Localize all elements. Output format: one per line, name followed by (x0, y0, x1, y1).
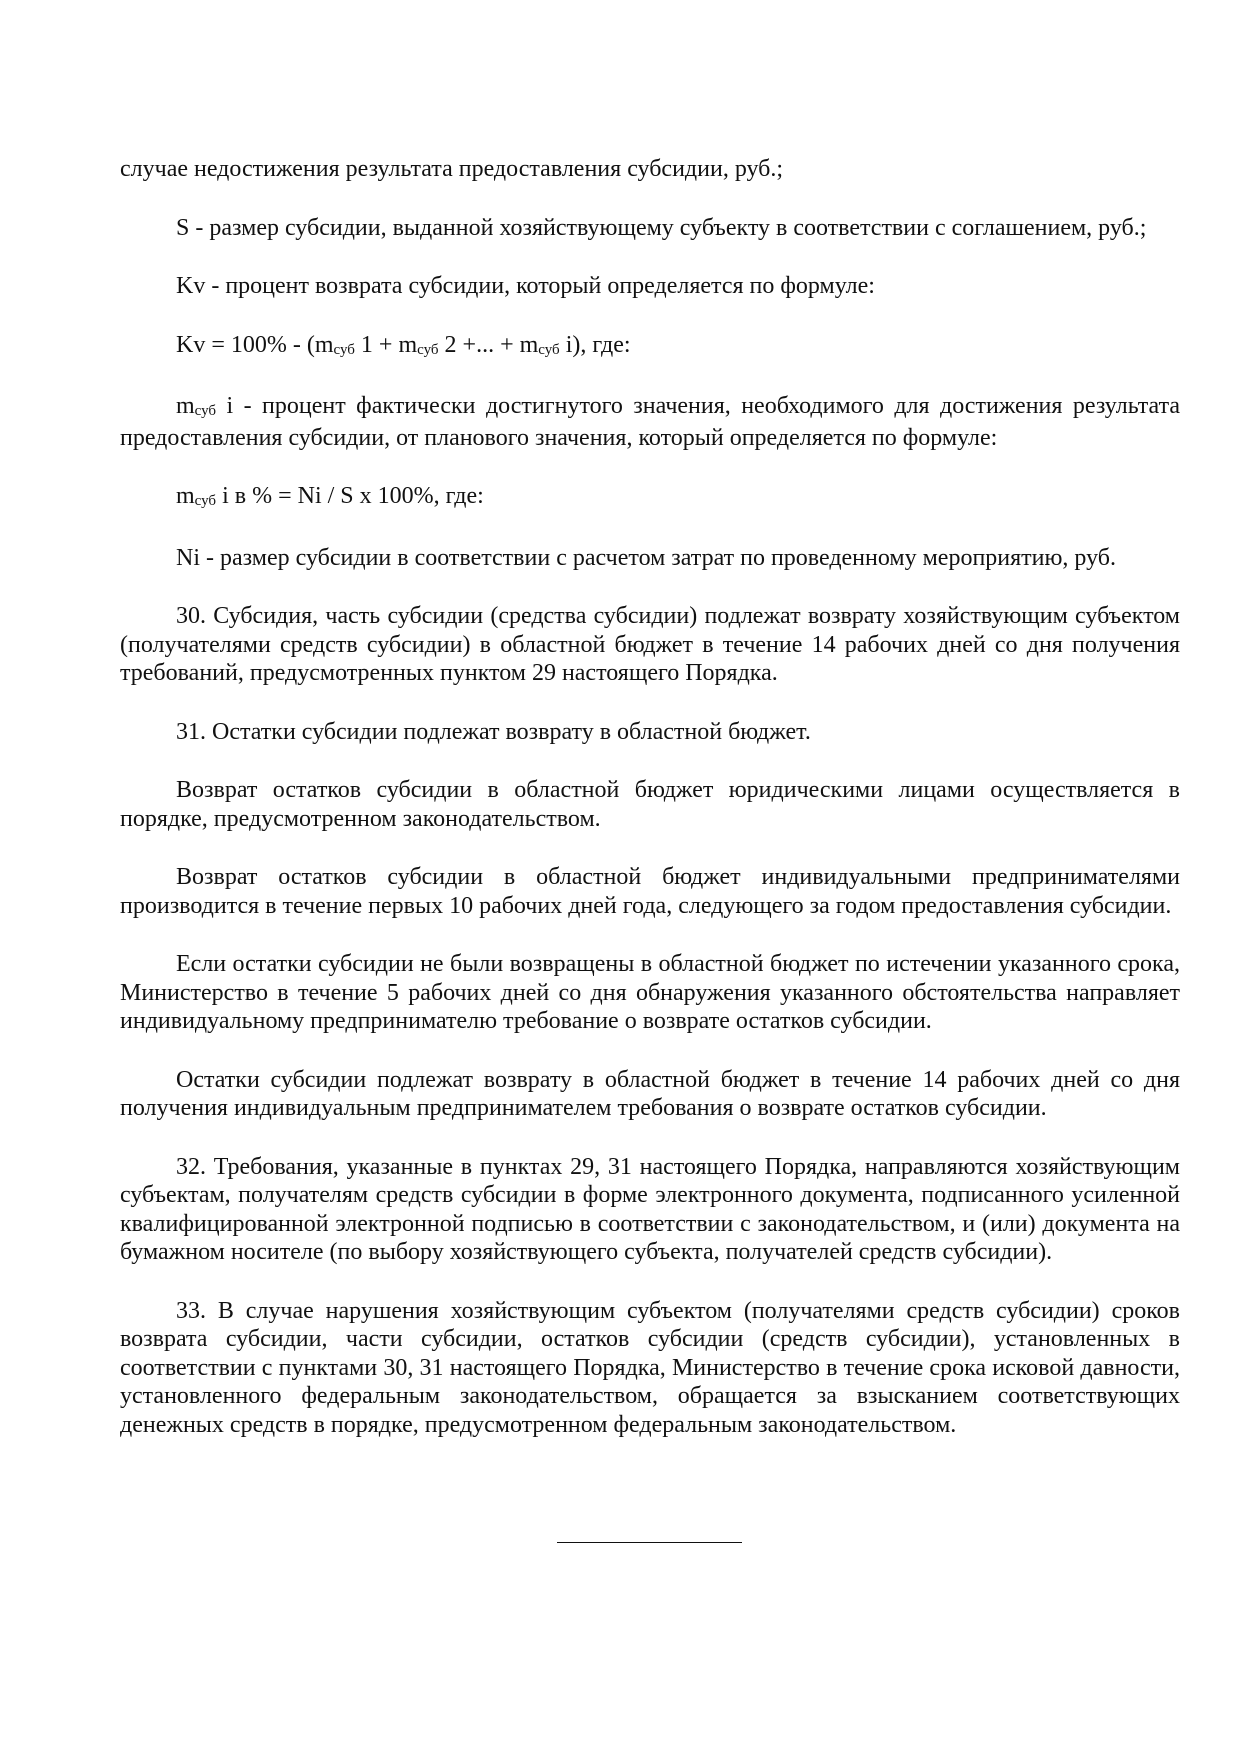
formula-text: i в % = Ni / S x 100%, где: (216, 483, 484, 509)
document-page (120, 155, 1180, 1469)
subscript: суб (194, 493, 217, 509)
paragraph-ni-definition: Ni - размер субсидии в соответствии с расчетом затрат по проведенному мероприятию, руб. (176, 544, 1117, 571)
formula-kv (120, 331, 1180, 363)
paragraph-31-deadline: Остатки субсидии подлежат возврату в областной бюджет в течение 14 рабочих дней со дня получения индивидуальным предпринимателем требования о возврате остатков субсидии. (120, 1066, 1180, 1121)
text: i - процент фактически достигнутого значения, необходимого для достижения результата предоставления субсидии, от планового значения, который определяется по формуле: (120, 393, 1180, 451)
formula-text: i), где: (559, 331, 631, 358)
formula-text: Kv = 100% - (m (176, 331, 334, 358)
paragraph-continuation: случае недостижения результата предоставления субсидии, руб.; (120, 156, 784, 182)
formula-m (120, 482, 1180, 514)
paragraph-33: 33. В случае нарушения хозяйствующим субъектом (получателями средств субсидии) сроков возврата субсидии, части субсидии, остатков субсидии (средств субсидии), установленных в соответствии с пунктами 30, 31 настоящего Порядка, Министерство в течение срока исковой давности, установленного федеральным законодательством, обращается за взысканием соответствующих денежных средств в порядке, предусмотренном федеральным законодательством. (120, 1297, 1180, 1438)
end-divider (557, 1542, 742, 1543)
paragraph-31-entrepreneurs: Возврат остатков субсидии в областной бюджет индивидуальными предпринимателями производится в течение первых 10 рабочих дней года, следующего за годом предоставления субсидии. (120, 864, 1180, 919)
subscript: суб (538, 341, 560, 358)
paragraph-32: 32. Требования, указанные в пунктах 29, 31 настоящего Порядка, направляются хозяйствующим субъектам, получателям средств субсидии в форме электронного документа, подписанного усиленной квалифицированной электронной подписью в соответствии с законодательством, и (или) документа на бумажном носителе (по выбору хозяйствующего субъекта, получателей средств субсидии). (120, 1153, 1180, 1265)
subscript: суб (333, 341, 355, 358)
subscript: суб (417, 341, 439, 358)
paragraph-31-legal: Возврат остатков субсидии в областной бюджет юридическими лицами осуществляется в порядке, предусмотренном законодательством. (120, 777, 1180, 832)
formula-text: 2 +... + m (438, 331, 539, 358)
paragraph-30: 30. Субсидия, часть субсидии (средства субсидии) подлежат возврату хозяйствующим субъектом (получателями средств субсидии) в областной бюджет в течение 14 рабочих дней со дня получения требований, предусмотренных пунктом 29 настоящего Порядка. (120, 603, 1180, 686)
paragraph-m-definition (120, 392, 1180, 452)
paragraph-31: 31. Остатки субсидии подлежат возврату в областной бюджет. (176, 718, 811, 745)
paragraph-31-overdue: Если остатки субсидии не были возвращены в областной бюджет по истечении указанного срока, Министерство в течение 5 рабочих дней со дня обнаружения указанного обстоятельства направляет индивидуальному предпринимателю требование о возврате остатков субсидии. (120, 951, 1180, 1034)
paragraph-kv-definition: Kv - процент возврата субсидии, который определяется по формуле: (176, 273, 875, 299)
subscript: суб (194, 403, 217, 419)
formula-text: m (176, 483, 195, 509)
paragraph-s-definition: S - размер субсидии, выданной хозяйствующему субъекту в соответствии с соглашением, руб.; (176, 214, 1147, 241)
formula-text: 1 + m (354, 331, 418, 358)
text: m (176, 393, 195, 419)
